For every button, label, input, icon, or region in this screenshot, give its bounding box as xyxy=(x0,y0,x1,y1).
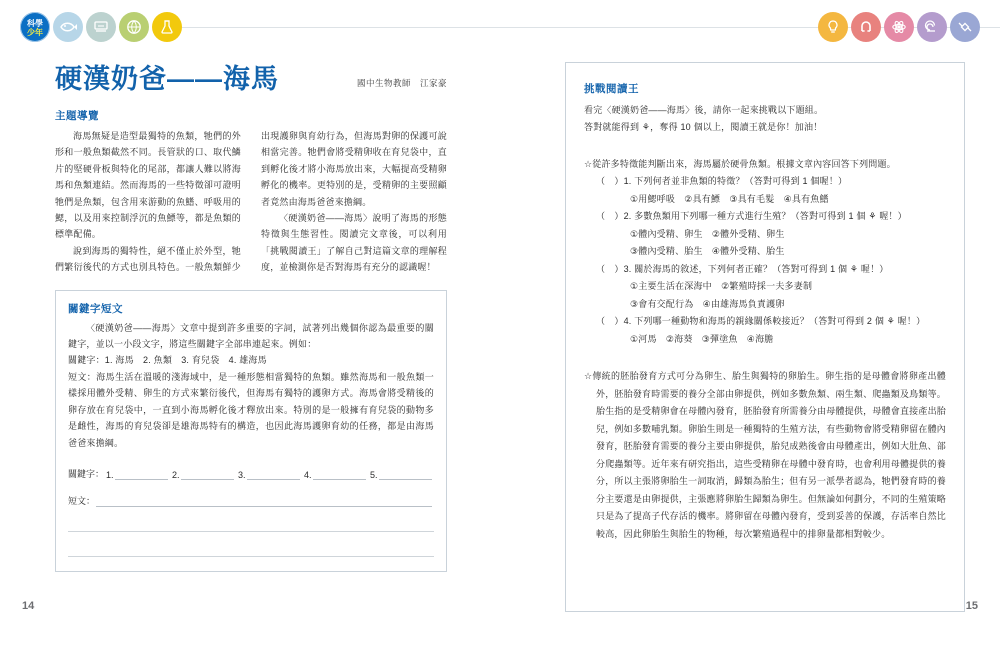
challenge-lead-line-1: 看完〈硬漢奶爸——海馬〉後，請你一起來挑戰以下題組。 xyxy=(584,105,824,115)
article-paragraph-1: 海馬無疑是造型最獨特的魚類，牠們的外形和一般魚類截然不同。長管狀的口、取代鱗片的堅硬骨板與特化的尾部，都讓人難以將海馬和魚類連結。然而海馬的一些特徵卻可證明牠們是魚類，包含用來游動的魚鰭、呼吸用的鰓，以及用來控制浮沉的魚鰾等，都是魚類的標準配備。 xyxy=(55,131,241,240)
keyword-exercise-box xyxy=(55,290,447,572)
magnet-icon[interactable] xyxy=(851,12,881,42)
short-essay-input-line-1[interactable] xyxy=(96,494,432,507)
top-header-bar xyxy=(0,0,1000,52)
keyword-box-body xyxy=(68,320,434,451)
brand-logo-line2: 少年 xyxy=(27,27,43,37)
question-3-stem[interactable]: （ ）3. 關於海馬的敘述，下列何者正確？（答對可得到 1 個 ⚘ 喔！） xyxy=(596,263,889,274)
keyword-fill-input-1[interactable] xyxy=(115,467,168,480)
challenge-lead-line-2: 答對就能得到 ⚘，奪得 10 個以上，閱讀王就是你！加油！ xyxy=(584,122,823,132)
header-right-icon-group xyxy=(818,12,980,42)
snail-icon[interactable] xyxy=(917,12,947,42)
essay-section xyxy=(584,368,946,543)
fish-icon[interactable] xyxy=(53,12,83,42)
keyword-fill-number-2: 2. xyxy=(172,469,180,480)
lightbulb-icon[interactable] xyxy=(818,12,848,42)
microscope-icon[interactable] xyxy=(86,12,116,42)
question-group-prompt: ☆從許多特徵能判斷出來，海馬屬於硬骨魚類。根據文章內容回答下列問題。 xyxy=(584,159,896,169)
page-number-right: 15 xyxy=(965,600,978,612)
keyword-fill-number-1: 1. xyxy=(106,469,114,480)
challenge-heading: 挑戰閱讀王 xyxy=(584,83,639,95)
article-paragraph-2: 說到海馬的獨特性，絕不僅止於外型，牠們繁衍後代的方式也別具特色。一般魚類鮮少出現護卵與育幼行為，但海馬對卵的保護可說相當完善。牠們會將受精卵收在育兒袋中，直到孵化後才將小海馬放出來，大幅提高受精卵孵化的機率。更特別的是，受精卵的主要照顧者竟然由海馬爸爸來擔綱。 xyxy=(55,131,447,273)
article-body xyxy=(55,128,447,276)
short-essay-row[interactable] xyxy=(68,494,434,507)
right-page xyxy=(500,52,1000,626)
short-essay-input-line-2[interactable] xyxy=(68,511,434,532)
article-paragraph-3: 〈硬漢奶爸——海馬〉說明了海馬的形態特徵與生態習性。閱讀完文章後，可以利用「挑戰閱讀王」了解自己對這篇文章的理解程度，並檢測你是否對海馬有充分的認識喔！ xyxy=(261,213,447,273)
challenge-box xyxy=(565,62,965,612)
question-4-stem[interactable]: （ ）4. 下列哪一種動物和海馬的親緣關係較接近？（答對可得到 2 個 ⚘ 喔！） xyxy=(596,316,926,326)
brand-logo-icon[interactable] xyxy=(20,12,50,42)
short-essay-label: 短文： xyxy=(68,495,96,506)
flask-icon[interactable] xyxy=(152,12,182,42)
brand-logo-line1: 科學 xyxy=(27,18,43,28)
short-essay-input-line-3[interactable] xyxy=(68,536,434,557)
left-page xyxy=(0,52,500,626)
atom-icon[interactable] xyxy=(884,12,914,42)
author-byline: 國中生物教師 江家豪 xyxy=(356,78,447,88)
essay-paragraph: ☆傳統的胚胎發育方式可分為卵生、胎生與獨特的卵胎生。卵生指的是母體會將卵產出體外，胚胎發育時需要的養分全部由卵提供，例如多數魚類、兩生類、爬蟲類及鳥類等。胎生指的是受精卵會在母體內發育，胚胎發育所需養分由母體提供，母體會直接產出胎兒，例如多數哺乳類。卵胎生則是一種獨特的生殖方法，有些動物會將受精卵留在體內發育，胚胎發育需要的養分主要由卵提供，胎兒成熟後會由母體產出，例如大肚魚、部分爬蟲類等。近年來有研究指出，這些受精卵在母體中發育時，也會利用母體提供的養分，所以主張將卵胎生一詞取消，歸類為胎生；但有另一派學者認為，牠們發育時的養分主要還是由卵提供，主張應將卵胎生歸類為卵生。但無論如何劃分，不同的生殖策略只是為了提高子代存活的機率。將卵留在母體內發育，受到妥善的保護，存活率自然比較高，因此卵胎生與胎生的物種，每次繁殖過程中的排卵量都相對較少。 xyxy=(584,371,946,539)
question-3-options-line-2[interactable]: ③會有交配行為 ④由雄海馬負責護卵 xyxy=(630,298,785,309)
keyword-answer-row[interactable] xyxy=(68,467,434,480)
satellite-icon[interactable] xyxy=(950,12,980,42)
keyword-example-text: 短文：海馬生活在溫暖的淺海域中，是一種形態相當獨特的魚類。雖然海馬和一般魚類一樣採用體外受精、卵生的方式來繁衍後代，但海馬有獨特的護卵方式。海馬會將受精後的卵存放在育兒袋中，一直到小海馬孵化後才釋放出來。特別的是一般擁有育兒袋的動物多是雌性，海馬的育兒袋卻是雄海馬特有的構造，也因此海馬護卵育幼的任務，都是由海馬爸爸來擔綱。 xyxy=(68,371,434,448)
keyword-fill-input-2[interactable] xyxy=(181,467,234,480)
keyword-fill-number-5: 5. xyxy=(370,469,378,480)
challenge-lead xyxy=(584,102,946,136)
question-2-options-line-1[interactable]: ①體內受精、卵生 ②體外受精、卵生 xyxy=(630,228,785,239)
article-headline-row xyxy=(55,64,447,94)
keyword-fill-number-4: 4. xyxy=(304,469,312,480)
question-3-options-line-1[interactable]: ①主要生活在深海中 ②繁殖時採一夫多妻制 xyxy=(630,281,813,291)
question-4-options-line-1[interactable]: ①河馬 ②海葵 ③彈塗魚 ④海膽 xyxy=(630,333,774,344)
header-left-icon-group xyxy=(20,12,182,42)
left-page-content xyxy=(55,64,447,572)
keyword-fill-number-3: 3. xyxy=(238,469,246,480)
keyword-box-heading: 關鍵字短文 xyxy=(68,302,123,315)
page-title: 硬漢奶爸——海馬 xyxy=(55,64,279,94)
question-2-options-line-2[interactable]: ③體內受精、胎生 ④體外受精、胎生 xyxy=(630,246,785,256)
keyword-box-intro: 〈硬漢奶爸——海馬〉文章中提到許多重要的字詞，試著列出幾個你認為最重要的關鍵字，並以一小段文字，將這些關鍵字全部串連起來。例如： xyxy=(68,322,434,350)
question-1-stem[interactable]: （ ）1. 下列何者並非魚類的特徵？（答對可得到 1 個喔！） xyxy=(596,176,848,186)
keyword-fill-input-3[interactable] xyxy=(247,467,300,480)
keyword-fill-input-4[interactable] xyxy=(313,467,366,480)
question-2-stem[interactable]: （ ）2. 多數魚類用下列哪一種方式進行生殖？（答對可得到 1 個 ⚘ 喔！） xyxy=(596,211,907,221)
globe-icon[interactable] xyxy=(119,12,149,42)
page-number-left: 14 xyxy=(22,600,35,612)
question-1-options-line-1[interactable]: ①用鰓呼吸 ②具有鰾 ③具有毛髮 ④具有魚鰭 xyxy=(630,193,829,204)
section-heading-guide: 主題導覽 xyxy=(55,110,99,122)
question-group-1 xyxy=(584,156,946,348)
keyword-example-keywords: 關鍵字：1. 海馬 2. 魚類 3. 育兒袋 4. 雄海馬 xyxy=(68,355,267,366)
keyword-fill-input-5[interactable] xyxy=(379,467,432,480)
keyword-fill-label: 關鍵字： xyxy=(68,468,105,479)
